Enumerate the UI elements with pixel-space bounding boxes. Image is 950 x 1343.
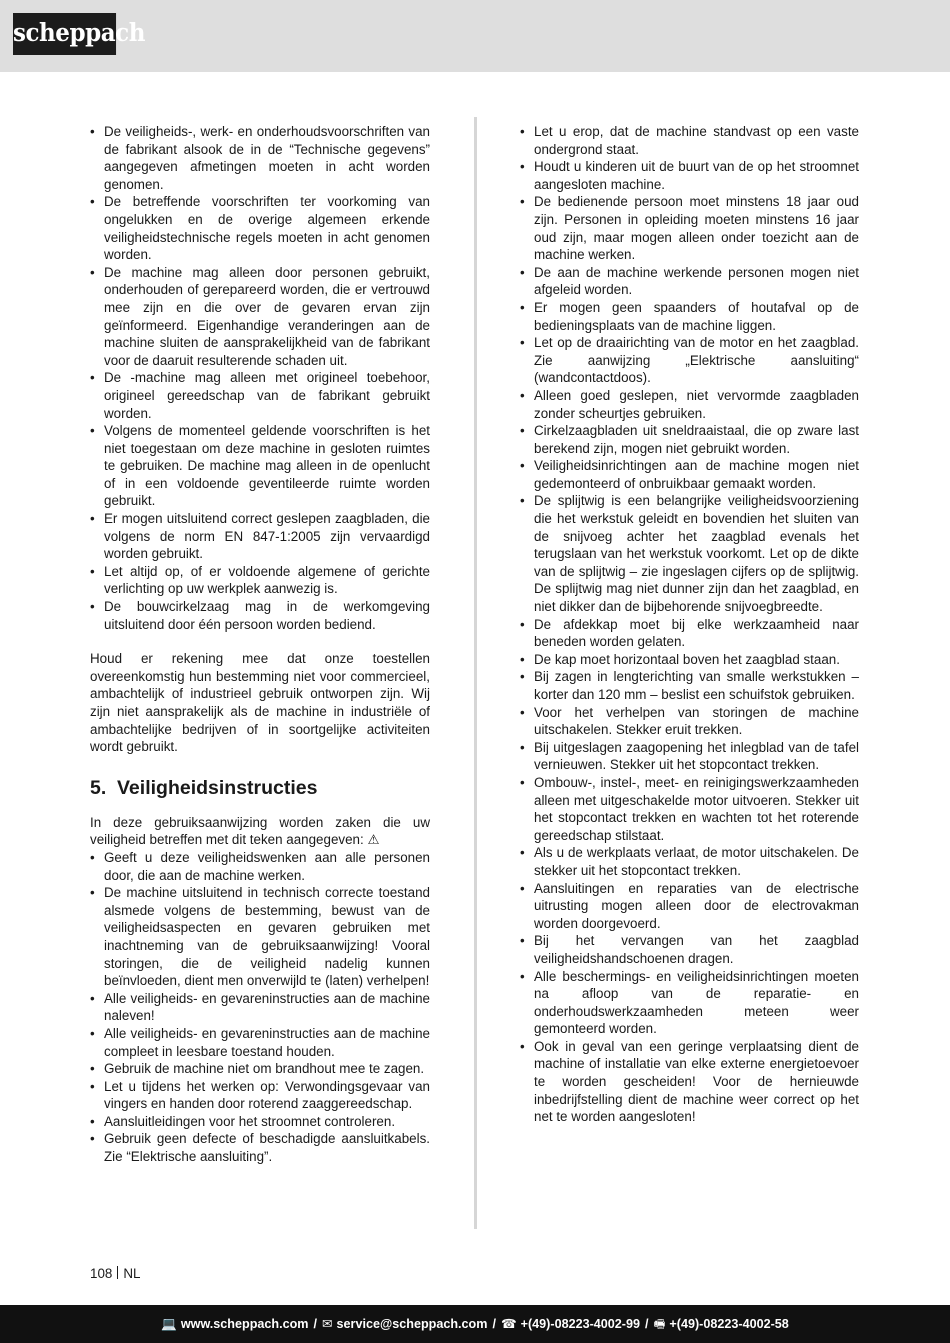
contact-footer bbox=[0, 1305, 950, 1343]
fax-icon: 🖷 bbox=[653, 1317, 666, 1331]
list-item: • Volgens de momenteel geldende voorschriften is het niet toegestaan om deze machine in gesloten ruimtes te gebruiken. De machine mag alleen in de openlucht of in een voldoende geventileerde ruimte worden gebruikt. bbox=[90, 422, 430, 510]
list-item: • De splijtwig is een belangrijke veiligheidsvoorziening die het werkstuk geleidt en bovendien het sluiten van de snijvoeg achter het zaagblad evenals het terugslaan van het werkstuk voorkomt. Let op de dikte van de splijtwig – zie ingeslagen cijfers op de splijtwig. De splijtwig mag niet dunner zijn dan het zaagblad, en niet dikker dan de bijbehorende snijvoegbreedte. bbox=[520, 492, 859, 615]
footer-separator: / bbox=[313, 1317, 317, 1331]
list-item: • De bedienende persoon moet minstens 18 jaar oud zijn. Personen in opleiding moeten minstens 16 jaar oud zijn, maar mogen alleen onder toezicht aan de machine werken. bbox=[520, 193, 859, 263]
list-item: • Gebruik geen defecte of beschadigde aansluitkabels. Zie “Elektrische aansluiting”. bbox=[90, 1130, 430, 1165]
footer-separator: / bbox=[492, 1317, 496, 1331]
intended-use-paragraph: Houd er rekening mee dat onze toestellen overeenkomstig hun bestemming niet voor commercieel, ambachtelijk of industrieel gebruik ontworpen zijn. Wij zijn niet aansprakelijk als de machine in industriële of ambachtelijke bedrijven of in soortgelijke activiteiten wordt gebruikt. bbox=[90, 651, 430, 755]
left-column bbox=[90, 123, 430, 1166]
envelope-icon: ✉ bbox=[321, 1317, 333, 1331]
list-item: • Cirkelzaagbladen uit sneldraaistaal, die op zware last berekend zijn, mogen niet gebruikt worden. bbox=[520, 422, 859, 457]
list-item: • Er mogen uitsluitend correct geslepen zaagbladen, die volgens de norm EN 847-1:2005 zijn vervaardigd worden gebruikt. bbox=[90, 510, 430, 563]
safety-list-general bbox=[90, 123, 430, 633]
list-item: • De afdekkap moet bij elke werkzaamheid naar beneden worden gelaten. bbox=[520, 616, 859, 651]
list-item: • Aansluitleidingen voor het stroomnet controleren. bbox=[90, 1113, 430, 1131]
right-column bbox=[520, 123, 859, 1126]
list-item: • Ombouw-, instel-, meet- en reinigingswerkzaamheden alleen met uitgeschakelde motor uitvoeren. Stekker uit het stopcontact trekken en wachten tot het roterende gereedschap stilstaat. bbox=[520, 774, 859, 844]
spacer bbox=[90, 633, 430, 650]
column-divider bbox=[474, 117, 477, 1229]
list-item: • Alle veiligheids- en gevareninstructies aan de machine naleven! bbox=[90, 990, 430, 1025]
list-item: • Let altijd op, of er voldoende algemene of gerichte verlichting op uw werkplek aanwezig is. bbox=[90, 563, 430, 598]
list-item: • Alleen goed geslepen, niet vervormde zaagbladen zonder scheurtjes gebruiken. bbox=[520, 387, 859, 422]
list-item: • Let u erop, dat de machine standvast op een vaste ondergrond staat. bbox=[520, 123, 859, 158]
list-item: • Let u tijdens het werken op: Verwondingsgevaar van vingers en handen door roterend zaaggereedschap. bbox=[90, 1078, 430, 1113]
list-item: • De aan de machine werkende personen mogen niet afgeleid worden. bbox=[520, 264, 859, 299]
list-item: • Aansluitingen en reparaties van de electrische uitrusting mogen alleen door de electrovakman worden doorgevoerd. bbox=[520, 880, 859, 933]
list-item: • De betreffende voorschriften ter voorkoming van ongelukken en de overige algemeen erkende veiligheidstechnische regels moeten in acht genomen worden. bbox=[90, 193, 430, 263]
list-item: • De machine mag alleen door personen gebruikt, onderhouden of gerepareerd worden, die er vertrouwd mee zijn en die over de gevaren ervan zijn geïnformeerd. Eigenhandige veranderingen aan de machine sluiten de aansprakelijkheid van de fabrikant voor de daaruit resulterende schaden uit. bbox=[90, 264, 430, 370]
warning-triangle-icon: ⚠ bbox=[367, 832, 380, 848]
phone-icon: ☎ bbox=[500, 1317, 517, 1331]
list-item: • De bouwcirkelzaag mag in de werkomgeving uitsluitend door één persoon worden bediend. bbox=[90, 598, 430, 633]
list-item: • Bij uitgeslagen zaagopening het inlegblad van de tafel vernieuwen. Stekker uit het stopcontact trekken. bbox=[520, 739, 859, 774]
language-code: NL bbox=[123, 1266, 141, 1281]
page-number-block bbox=[90, 1265, 140, 1282]
safety-instructions-list bbox=[90, 849, 430, 1166]
list-item: • De machine uitsluitend in technisch correcte toestand alsmede volgens de bestemming, bewust van de veiligheidsaspecten en gevaren gebruiken met inachtneming van de gebruiksaanwijzing! Vooral storingen, die de veiligheid nadelig kunnen beïnvloeden, dient men onverwijld te (laten) verhelpen! bbox=[90, 884, 430, 990]
list-item: • De kap moet horizontaal boven het zaagblad staan. bbox=[520, 651, 859, 669]
email-link[interactable]: service@scheppach.com bbox=[336, 1317, 488, 1331]
list-item: • Geeft u deze veiligheidswenken aan alle personen door, die aan de machine werken. bbox=[90, 849, 430, 884]
footer-separator: / bbox=[645, 1317, 649, 1331]
list-item: • Er mogen geen spaanders of houtafval op de bedieningsplaats van de machine liggen. bbox=[520, 299, 859, 334]
list-item: • Alle veiligheids- en gevareninstructies aan de machine compleet in leesbare toestand houden. bbox=[90, 1025, 430, 1060]
intro-text: In deze gebruiksaanwijzing worden zaken die uw veiligheid betreffen met dit teken aangegeven: bbox=[90, 814, 430, 848]
list-item: • Alle beschermings- en veiligheidsinrichtingen moeten na afloop van de reparatie- en onderhoudswerkzaamheden meteen weer gemonteerd worden. bbox=[520, 968, 859, 1038]
website-link[interactable]: www.scheppach.com bbox=[180, 1317, 309, 1331]
fax-number: +(49)-08223-4002-58 bbox=[669, 1317, 789, 1331]
page-number-separator bbox=[117, 1266, 118, 1279]
list-item: • Gebruik de machine niet om brandhout mee te zagen. bbox=[90, 1060, 430, 1078]
section-intro bbox=[90, 814, 430, 849]
section-number: 5. bbox=[90, 776, 107, 799]
section-heading bbox=[90, 776, 430, 800]
page-number: 108 bbox=[90, 1266, 113, 1281]
phone-number[interactable]: +(49)-08223-4002-99 bbox=[520, 1317, 641, 1331]
list-item: • De veiligheids-, werk- en onderhoudsvoorschriften van de fabrikant alsook de in de “Technische gegevens” aangegeven afmetingen moeten in acht worden genomen. bbox=[90, 123, 430, 193]
header-band bbox=[0, 0, 950, 72]
list-item: • Voor het verhelpen van storingen de machine uitschakelen. Stekker eruit trekken. bbox=[520, 704, 859, 739]
list-item: • Bij het vervangen van het zaagblad veiligheidshandschoenen dragen. bbox=[520, 932, 859, 967]
scheppach-logo: scheppach bbox=[13, 13, 116, 55]
safety-instructions-list-continued bbox=[520, 123, 859, 1126]
computer-icon: 💻 bbox=[161, 1317, 177, 1331]
list-item: • Houdt u kinderen uit de buurt van de op het stroomnet aangesloten machine. bbox=[520, 158, 859, 193]
list-item: • Let op de draairichting van de motor en het zaagblad. Zie aanwijzing „Elektrische aansluiting“ (wandcontactdoos). bbox=[520, 334, 859, 387]
list-item: • Veiligheidsinrichtingen aan de machine mogen niet gedemonteerd of onbruikbaar gemaakt worden. bbox=[520, 457, 859, 492]
list-item: • Bij zagen in lengterichting van smalle werkstukken – korter dan 120 mm – beslist een schuifstok gebruiken. bbox=[520, 668, 859, 703]
list-item: • De -machine mag alleen met origineel toebehoor, origineel gereedschap van de fabrikant gebruikt worden. bbox=[90, 369, 430, 422]
list-item: • Ook in geval van een geringe verplaatsing dient de machine of installatie van elke externe energietoevoer te worden gescheiden! Voor de hernieuwde inbedrijfstelling dient de machine weer correct op het net te worden aangesloten! bbox=[520, 1038, 859, 1126]
section-title: Veiligheidsinstructies bbox=[117, 776, 318, 799]
list-item: • Als u de werkplaats verlaat, de motor uitschakelen. De stekker uit het stopcontact trekken. bbox=[520, 844, 859, 879]
